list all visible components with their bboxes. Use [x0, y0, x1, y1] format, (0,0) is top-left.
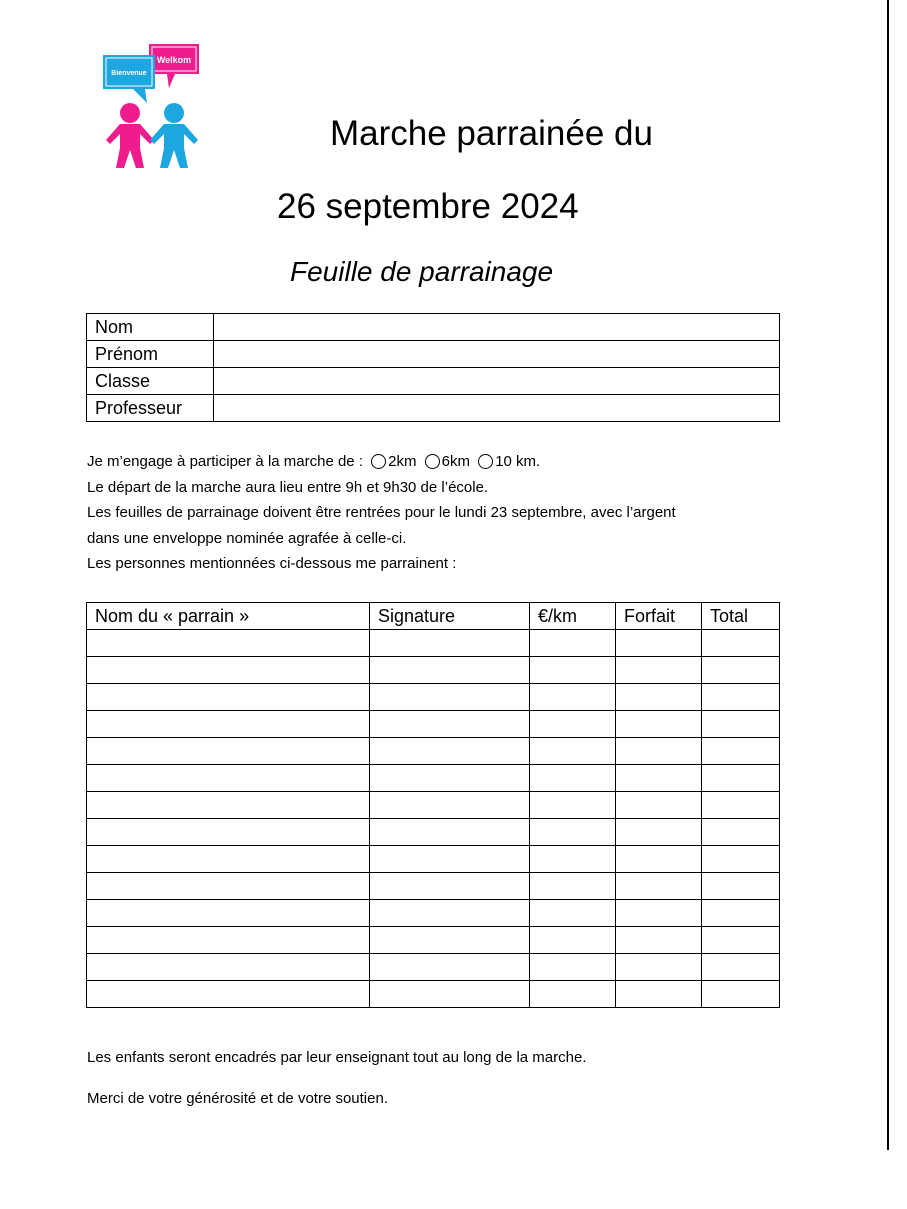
cell-signature[interactable] [370, 927, 530, 954]
footer-supervision-text: Les enfants seront encadrés par leur enseignant tout au long de la marche. [87, 1049, 587, 1066]
header-euro-per-km: €/km [530, 603, 616, 630]
deadline-text: Les feuilles de parrainage doivent être rentrées pour le lundi 23 septembre, avec l’argent [87, 504, 676, 522]
cell-forfait[interactable] [616, 765, 702, 792]
table-row [87, 819, 780, 846]
cell-euro-per-km[interactable] [530, 657, 616, 684]
title-line-2: 26 septembre 2024 [277, 187, 579, 226]
cell-sponsor-name[interactable] [87, 684, 370, 711]
radio-6km-label: 6km [441, 453, 471, 470]
sponsors-intro-text: Les personnes mentionnées ci-dessous me parrainent : [87, 555, 457, 573]
cell-total[interactable] [702, 873, 780, 900]
cell-euro-per-km[interactable] [530, 927, 616, 954]
cell-signature[interactable] [370, 981, 530, 1008]
table-row [87, 368, 780, 395]
cell-sponsor-name[interactable] [87, 981, 370, 1008]
footer-thanks-text: Merci de votre générosité et de votre soutien. [87, 1090, 388, 1107]
cell-sponsor-name[interactable] [87, 630, 370, 657]
cell-total[interactable] [702, 927, 780, 954]
cell-forfait[interactable] [616, 657, 702, 684]
cell-sponsor-name[interactable] [87, 765, 370, 792]
cell-forfait[interactable] [616, 927, 702, 954]
cell-forfait[interactable] [616, 819, 702, 846]
cell-euro-per-km[interactable] [530, 873, 616, 900]
cell-total[interactable] [702, 738, 780, 765]
cell-signature[interactable] [370, 684, 530, 711]
field-professeur[interactable] [214, 395, 780, 422]
table-header-row [87, 603, 780, 630]
envelope-text: dans une enveloppe nominée agrafée à celle-ci. [87, 529, 407, 547]
table-row [87, 981, 780, 1008]
table-row [87, 684, 780, 711]
label-classe: Classe [87, 368, 214, 395]
pink-child-icon [106, 103, 154, 168]
cell-forfait[interactable] [616, 846, 702, 873]
table-row [87, 954, 780, 981]
cell-forfait[interactable] [616, 684, 702, 711]
cell-signature[interactable] [370, 900, 530, 927]
cell-sponsor-name[interactable] [87, 711, 370, 738]
cell-forfait[interactable] [616, 900, 702, 927]
distance-choice-line [87, 449, 767, 475]
blue-child-icon [150, 103, 198, 168]
cell-sponsor-name[interactable] [87, 927, 370, 954]
table-row [87, 711, 780, 738]
table-row [87, 792, 780, 819]
logo-text-bienvenue: Bienvenue [111, 70, 147, 77]
cell-total[interactable] [702, 846, 780, 873]
cell-forfait[interactable] [616, 792, 702, 819]
cell-sponsor-name[interactable] [87, 873, 370, 900]
cell-sponsor-name[interactable] [87, 657, 370, 684]
header-total: Total [702, 603, 780, 630]
cell-signature[interactable] [370, 630, 530, 657]
cell-total[interactable] [702, 819, 780, 846]
radio-2km[interactable] [371, 454, 386, 469]
cell-euro-per-km[interactable] [530, 819, 616, 846]
table-row [87, 927, 780, 954]
radio-6km[interactable] [425, 454, 440, 469]
cell-euro-per-km[interactable] [530, 738, 616, 765]
cell-forfait[interactable] [616, 873, 702, 900]
cell-forfait[interactable] [616, 954, 702, 981]
cell-signature[interactable] [370, 819, 530, 846]
cell-total[interactable] [702, 954, 780, 981]
cell-signature[interactable] [370, 954, 530, 981]
field-classe[interactable] [214, 368, 780, 395]
title-line-1: Marche parrainée du [330, 114, 653, 153]
cell-total[interactable] [702, 711, 780, 738]
table-row [87, 738, 780, 765]
table-row [87, 900, 780, 927]
table-row [87, 395, 780, 422]
page-edge-line [887, 0, 889, 1150]
radio-2km-label: 2km [388, 453, 417, 470]
label-prenom: Prénom [87, 341, 214, 368]
engage-text: Je m’engage à participer à la marche de : [87, 453, 363, 470]
cell-euro-per-km[interactable] [530, 765, 616, 792]
cell-signature[interactable] [370, 765, 530, 792]
cell-euro-per-km[interactable] [530, 792, 616, 819]
label-professeur: Professeur [87, 395, 214, 422]
cell-total[interactable] [702, 981, 780, 1008]
cell-euro-per-km[interactable] [530, 630, 616, 657]
cell-sponsor-name[interactable] [87, 846, 370, 873]
cell-sponsor-name[interactable] [87, 738, 370, 765]
label-nom: Nom [87, 314, 214, 341]
logo-text-welkom: Welkom [156, 55, 192, 65]
cell-forfait[interactable] [616, 711, 702, 738]
cell-signature[interactable] [370, 873, 530, 900]
cell-euro-per-km[interactable] [530, 954, 616, 981]
cell-signature[interactable] [370, 792, 530, 819]
cell-total[interactable] [702, 657, 780, 684]
table-row [87, 846, 780, 873]
table-row [87, 873, 780, 900]
cell-forfait[interactable] [616, 630, 702, 657]
departure-text: Le départ de la marche aura lieu entre 9h et 9h30 de l’école. [87, 478, 489, 496]
header-signature: Signature [370, 603, 530, 630]
cell-total[interactable] [702, 765, 780, 792]
cell-euro-per-km[interactable] [530, 900, 616, 927]
table-row [87, 314, 780, 341]
speech-bubble-blue [103, 55, 155, 103]
radio-10km-label: 10 km. [495, 453, 541, 470]
cell-total[interactable] [702, 630, 780, 657]
cell-sponsor-name[interactable] [87, 900, 370, 927]
cell-sponsor-name[interactable] [87, 819, 370, 846]
table-row [87, 657, 780, 684]
speech-bubble-pink [149, 44, 199, 88]
field-prenom[interactable] [214, 341, 780, 368]
cell-total[interactable] [702, 684, 780, 711]
cell-forfait[interactable] [616, 981, 702, 1008]
header-forfait: Forfait [616, 603, 702, 630]
cell-euro-per-km[interactable] [530, 684, 616, 711]
cell-sponsor-name[interactable] [87, 954, 370, 981]
cell-euro-per-km[interactable] [530, 846, 616, 873]
field-nom[interactable] [214, 314, 780, 341]
welcome-kids-logo [100, 40, 208, 172]
header-sponsor-name: Nom du « parrain » [87, 603, 370, 630]
cell-signature[interactable] [370, 846, 530, 873]
cell-sponsor-name[interactable] [87, 792, 370, 819]
cell-euro-per-km[interactable] [530, 711, 616, 738]
sponsor-table [86, 602, 780, 1008]
cell-signature[interactable] [370, 738, 530, 765]
cell-signature[interactable] [370, 711, 530, 738]
subtitle: Feuille de parrainage [290, 256, 554, 287]
cell-signature[interactable] [370, 657, 530, 684]
table-row [87, 341, 780, 368]
cell-total[interactable] [702, 900, 780, 927]
cell-euro-per-km[interactable] [530, 981, 616, 1008]
student-info-table [86, 313, 780, 422]
table-row [87, 765, 780, 792]
cell-total[interactable] [702, 792, 780, 819]
instructions-paragraph [87, 449, 767, 577]
radio-10km[interactable] [478, 454, 493, 469]
cell-forfait[interactable] [616, 738, 702, 765]
table-row [87, 630, 780, 657]
